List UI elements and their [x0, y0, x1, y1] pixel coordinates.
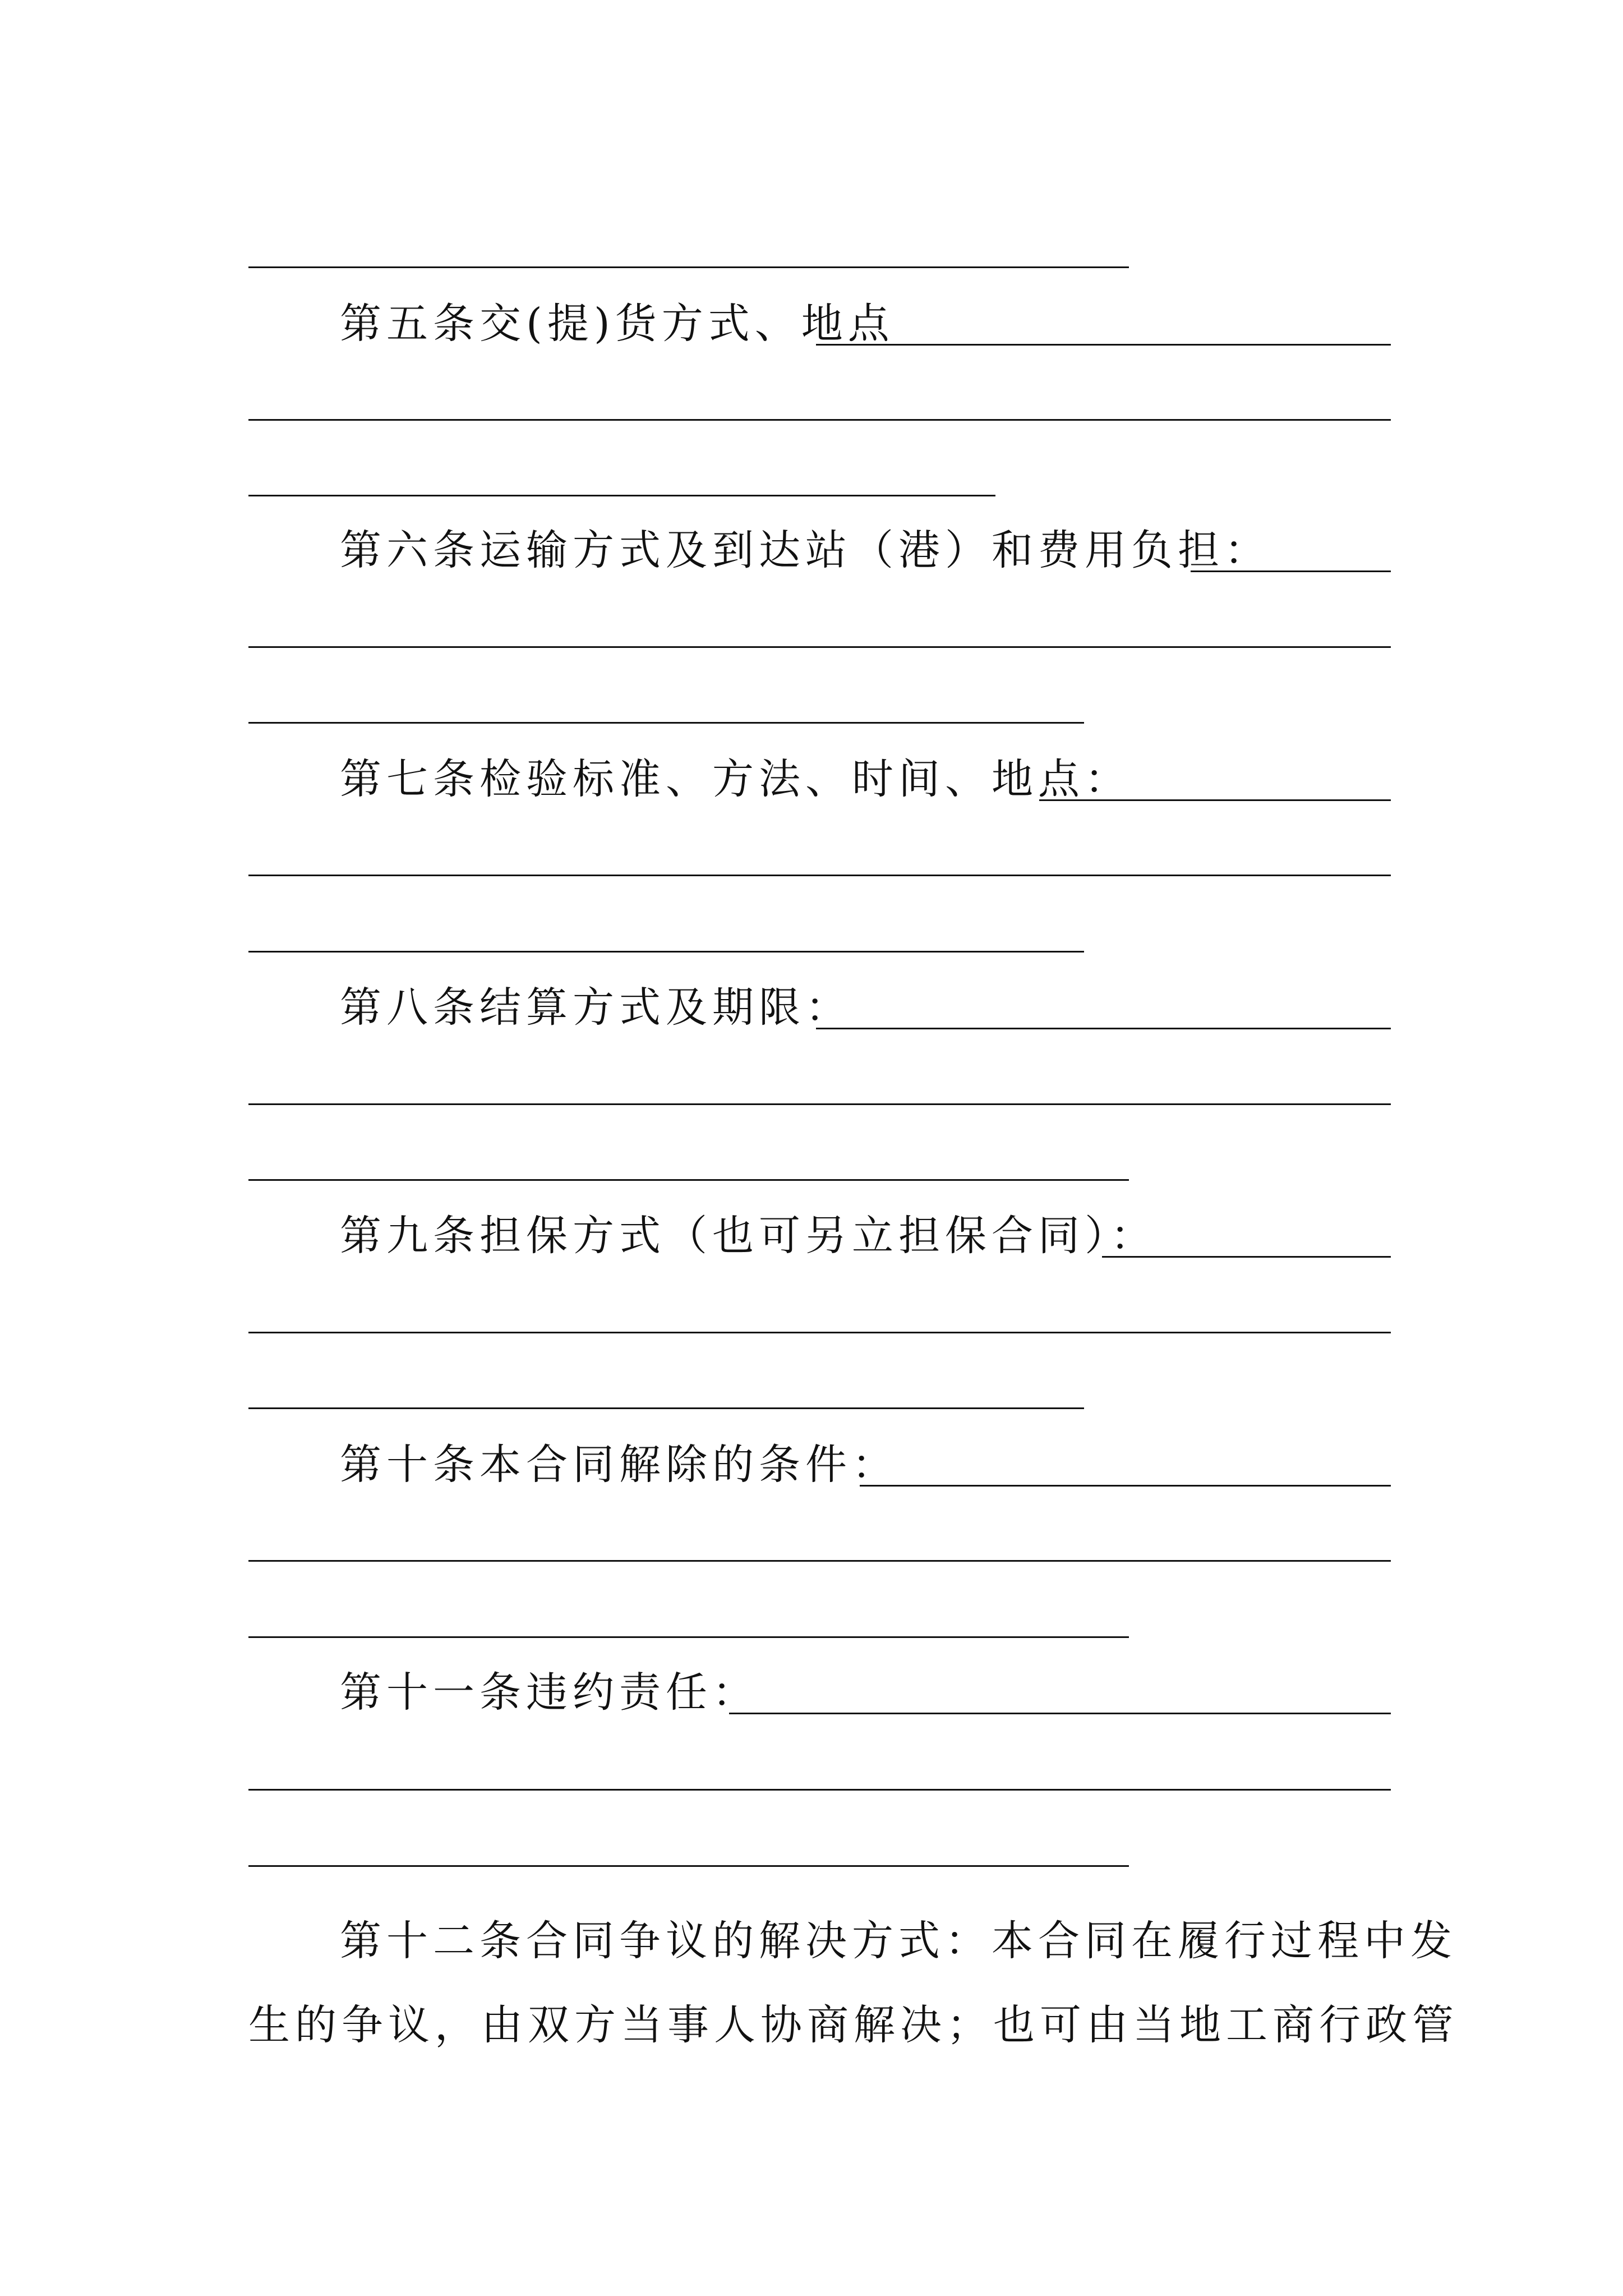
- article-6-label: 第六条运输方式及到达站（港）和费用负担：: [340, 526, 1271, 574]
- article-6-blank: [248, 597, 1391, 648]
- article-10-fill-line[interactable]: [860, 1485, 1391, 1487]
- article-8: [248, 979, 1391, 1032]
- article-6: [248, 522, 1391, 572]
- article-11-blank: [248, 1740, 1391, 1791]
- article-7: [248, 751, 1391, 801]
- blank-line[interactable]: [248, 1789, 1391, 1791]
- article-6-fill-line[interactable]: [1191, 570, 1391, 572]
- article-9-blank: [248, 1283, 1391, 1333]
- article-5-fill-line[interactable]: [816, 344, 1391, 346]
- blank-line[interactable]: [248, 1332, 1391, 1333]
- blank-line[interactable]: [248, 1636, 1129, 1638]
- article-8-fill-line[interactable]: [816, 1028, 1391, 1029]
- article-11: [248, 1664, 1391, 1717]
- article-8-blank: [248, 1055, 1391, 1105]
- article-7-fill-line[interactable]: [1039, 799, 1391, 801]
- article-12-line-2: 生的争议，由双方当事人协商解决；也可由当地工商行政管: [248, 2001, 1459, 2049]
- article-10: [248, 1436, 1391, 1487]
- continuation-blank: [248, 218, 1391, 268]
- article-7-label: 第七条检验标准、方法、时间、地点：: [340, 755, 1131, 803]
- blank-line[interactable]: [248, 495, 995, 496]
- article-8-label: 第八条结算方式及期限：: [340, 983, 852, 1032]
- blank-line[interactable]: [248, 722, 1084, 724]
- blank-line[interactable]: [248, 1179, 1129, 1181]
- blank-line: [248, 266, 1129, 268]
- article-10-blank: [248, 1511, 1391, 1562]
- blank-line[interactable]: [248, 1865, 1129, 1867]
- article-11-label: 第十一条违约责任：: [340, 1668, 759, 1717]
- article-11-blank: [248, 1816, 1391, 1867]
- article-5: [248, 295, 1391, 346]
- article-9-label: 第九条担保方式（也可另立担保合同）：: [340, 1212, 1157, 1260]
- article-5-blank: [248, 370, 1391, 421]
- article-9-fill-line[interactable]: [1102, 1256, 1391, 1258]
- blank-line[interactable]: [248, 1103, 1391, 1105]
- blank-line[interactable]: [248, 951, 1084, 953]
- article-12-paragraph: [248, 1899, 1459, 2067]
- article-8-blank: [248, 1130, 1391, 1181]
- blank-line[interactable]: [248, 419, 1391, 421]
- article-5-label: 第五条交(提)货方式、地点: [340, 300, 895, 348]
- article-7-blank: [248, 902, 1391, 953]
- article-9: [248, 1207, 1391, 1258]
- blank-line[interactable]: [248, 646, 1391, 648]
- article-11-fill-line[interactable]: [729, 1713, 1391, 1714]
- article-10-blank: [248, 1588, 1391, 1638]
- article-5-blank: [248, 446, 1391, 496]
- article-12-line-1: 第十二条合同争议的解决方式：本合同在履行过程中发: [340, 1917, 1457, 1965]
- blank-line[interactable]: [248, 1407, 1084, 1409]
- blank-line[interactable]: [248, 875, 1391, 876]
- article-7-blank: [248, 826, 1391, 876]
- blank-line[interactable]: [248, 1560, 1391, 1562]
- article-9-blank: [248, 1359, 1391, 1409]
- article-6-blank: [248, 673, 1391, 724]
- article-10-label: 第十条本合同解除的条件：: [340, 1441, 898, 1489]
